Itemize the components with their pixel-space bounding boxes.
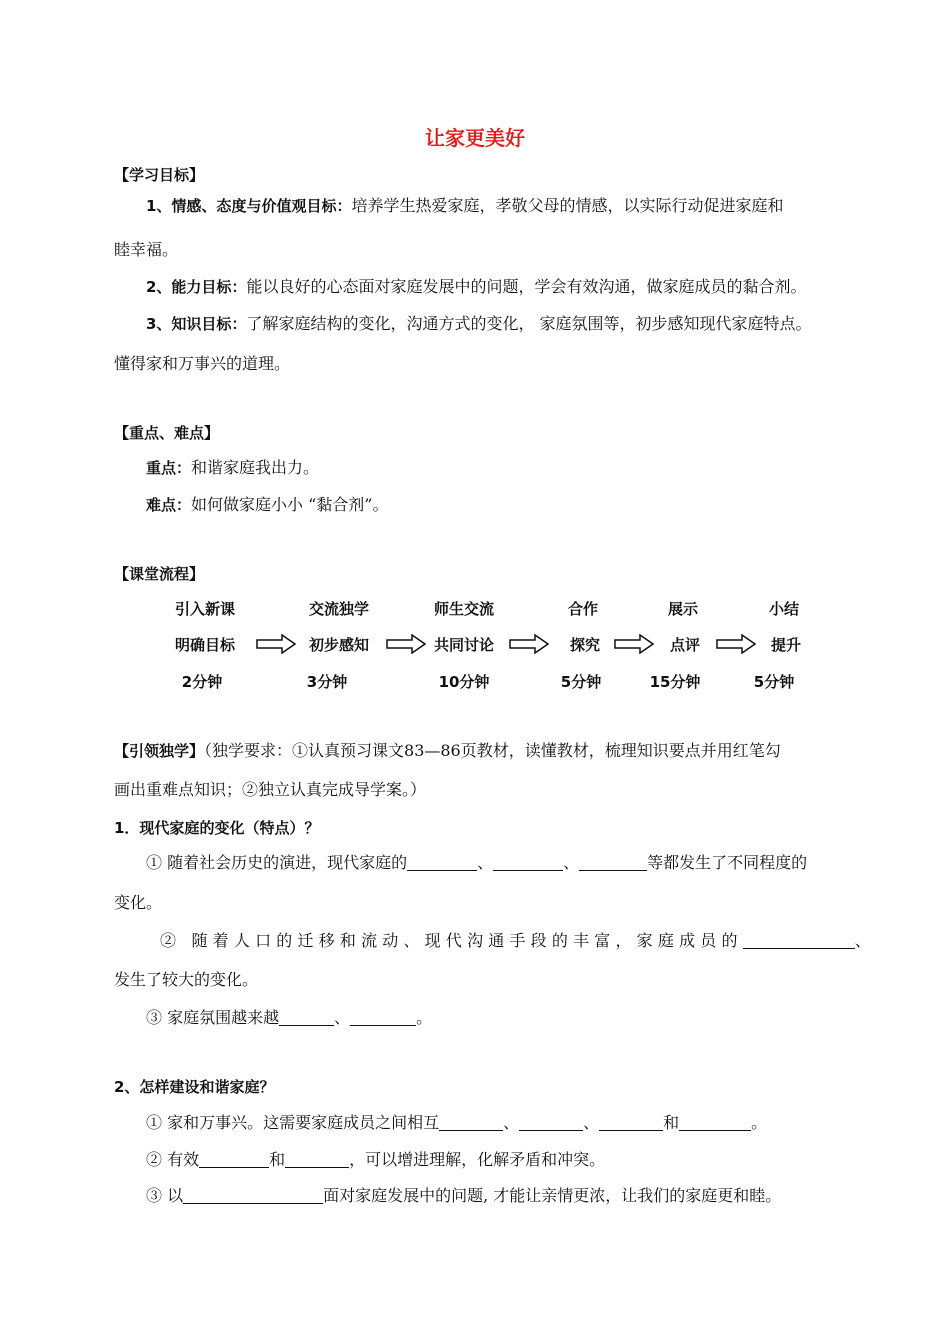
flow-arrow-icon — [386, 634, 426, 654]
step-1-middle: 明确目标 — [174, 636, 235, 654]
answer-blank[interactable] — [599, 1114, 663, 1131]
step-5-top: 展示 — [667, 600, 698, 618]
question-2-a-text: ① 家和万事兴。这需要家庭成员之间相互 — [146, 1113, 440, 1132]
separator: 、 — [503, 1113, 520, 1132]
objective-3-continued: 懂得家和万事兴的道理。 — [114, 354, 291, 373]
answer-blank[interactable] — [579, 854, 647, 871]
objective-3 — [146, 314, 812, 334]
objective-1 — [146, 196, 783, 216]
answer-blank[interactable] — [285, 1151, 349, 1168]
focus-text: 和谐家庭我出力。 — [191, 458, 320, 477]
objective-1-continued: 睦幸福。 — [114, 240, 179, 259]
question-1-b-continued: 发生了较大的变化。 — [114, 970, 259, 989]
step-4-middle: 探究 — [569, 636, 600, 654]
step-3-top: 师生交流 — [433, 600, 494, 618]
answer-blank[interactable] — [679, 1114, 751, 1131]
question-2-c-tail: 面对家庭发展中的问题, 才能让亲情更浓，让我们的家庭更和睦。 — [323, 1186, 782, 1205]
question-1-a-text: ① 随着社会历史的演进，现代家庭的 — [146, 853, 408, 872]
step-1-time: 2分钟 — [181, 673, 223, 691]
question-1: 1．现代家庭的变化（特点）？ — [114, 819, 320, 837]
step-6-middle: 提升 — [770, 636, 801, 654]
question-2-c-text: ③ 以 — [146, 1186, 184, 1205]
question-1-b — [160, 931, 876, 951]
page-title: 让家更美好 — [425, 126, 525, 150]
difficulty-text: 如何做家庭小小 “黏合剂”。 — [191, 495, 389, 514]
step-3-middle: 共同讨论 — [433, 636, 494, 654]
objective-3-label: 3、知识目标： — [146, 315, 247, 333]
focus-line — [146, 458, 319, 478]
flow-arrow-icon — [614, 634, 654, 654]
objective-1-text: 培养学生热爱家庭，孝敬父母的情感，以实际行动促进家庭和 — [351, 196, 784, 215]
separator: 、 — [854, 931, 876, 950]
difficulty-line — [146, 495, 388, 515]
step-5-middle: 点评 — [669, 636, 700, 654]
flow-arrow-icon — [256, 634, 296, 654]
step-2-top: 交流独学 — [308, 600, 369, 618]
question-2: 2、怎样建设和谐家庭？ — [114, 1078, 275, 1096]
question-2-c — [146, 1186, 781, 1206]
objective-2 — [146, 277, 806, 297]
objective-2-text: 能以良好的心态面对家庭发展中的问题，学会有效沟通，做家庭成员的黏合剂。 — [246, 277, 807, 296]
objective-3-text: 了解家庭结构的变化，沟通方式的变化， 家庭氛围等，初步感知现代家庭特点。 — [246, 314, 812, 333]
step-3-time: 10分钟 — [438, 673, 490, 691]
separator: 、 — [477, 853, 494, 872]
conjunction: 和 — [663, 1113, 680, 1132]
conjunction: 和 — [269, 1150, 286, 1169]
self-study-line-1 — [114, 741, 781, 761]
self-study-requirements: （独学要求：①认真预习课文83—86页教材，读懂教材，梳理知识要点并用红笔勾 — [204, 741, 781, 760]
period: 。 — [751, 1113, 768, 1132]
question-2-b-tail: ，可以增进理解，化解矛盾和冲突。 — [349, 1150, 606, 1169]
objectives-heading: 【学习目标】 — [114, 166, 205, 184]
step-2-middle: 初步感知 — [308, 636, 369, 654]
step-4-time: 5分钟 — [560, 673, 602, 691]
flow-arrow-icon — [716, 634, 756, 654]
answer-blank[interactable] — [183, 1187, 323, 1204]
step-1-top: 引入新课 — [174, 600, 235, 618]
process-heading: 【课堂流程】 — [114, 565, 205, 583]
answer-blank[interactable] — [439, 1114, 503, 1131]
step-5-time: 15分钟 — [649, 673, 701, 691]
objective-1-label: 1、情感、态度与价值观目标： — [146, 197, 352, 215]
answer-blank[interactable] — [519, 1114, 583, 1131]
question-1-a-tail: 等都发生了不同程度的 — [647, 853, 808, 872]
self-study-heading: 【引领独学】 — [114, 742, 205, 760]
answer-blank[interactable] — [743, 932, 855, 949]
answer-blank[interactable] — [199, 1151, 269, 1168]
flow-arrow-icon — [509, 634, 549, 654]
question-1-b-text: ② 随着人口的迁移和流动、现代沟通手段的丰富，家庭成员的 — [160, 931, 743, 950]
question-2-a — [146, 1113, 767, 1133]
step-6-time: 5分钟 — [753, 673, 795, 691]
step-2-time: 3分钟 — [306, 673, 348, 691]
separator: 、 — [583, 1113, 600, 1132]
separator: 、 — [563, 853, 580, 872]
key-points-heading: 【重点、难点】 — [114, 424, 220, 442]
self-study-line-2: 画出重难点知识；②独立认真完成导学案。） — [114, 780, 427, 799]
question-1-c-text: ③ 家庭氛围越来越 — [146, 1008, 280, 1027]
step-4-top: 合作 — [567, 600, 598, 618]
difficulty-label: 难点： — [146, 496, 192, 514]
answer-blank[interactable] — [350, 1009, 416, 1026]
answer-blank[interactable] — [493, 854, 563, 871]
focus-label: 重点： — [146, 459, 192, 477]
answer-blank[interactable] — [279, 1009, 334, 1026]
question-1-c — [146, 1008, 432, 1028]
period: 。 — [416, 1008, 433, 1027]
separator: 、 — [334, 1008, 351, 1027]
answer-blank[interactable] — [407, 854, 477, 871]
question-1-a — [146, 853, 807, 873]
question-2-b-text: ② 有效 — [146, 1150, 200, 1169]
question-2-b — [146, 1150, 605, 1170]
objective-2-label: 2、能力目标： — [146, 278, 247, 296]
question-1-a-continued: 变化。 — [114, 893, 163, 912]
step-6-top: 小结 — [768, 600, 799, 618]
